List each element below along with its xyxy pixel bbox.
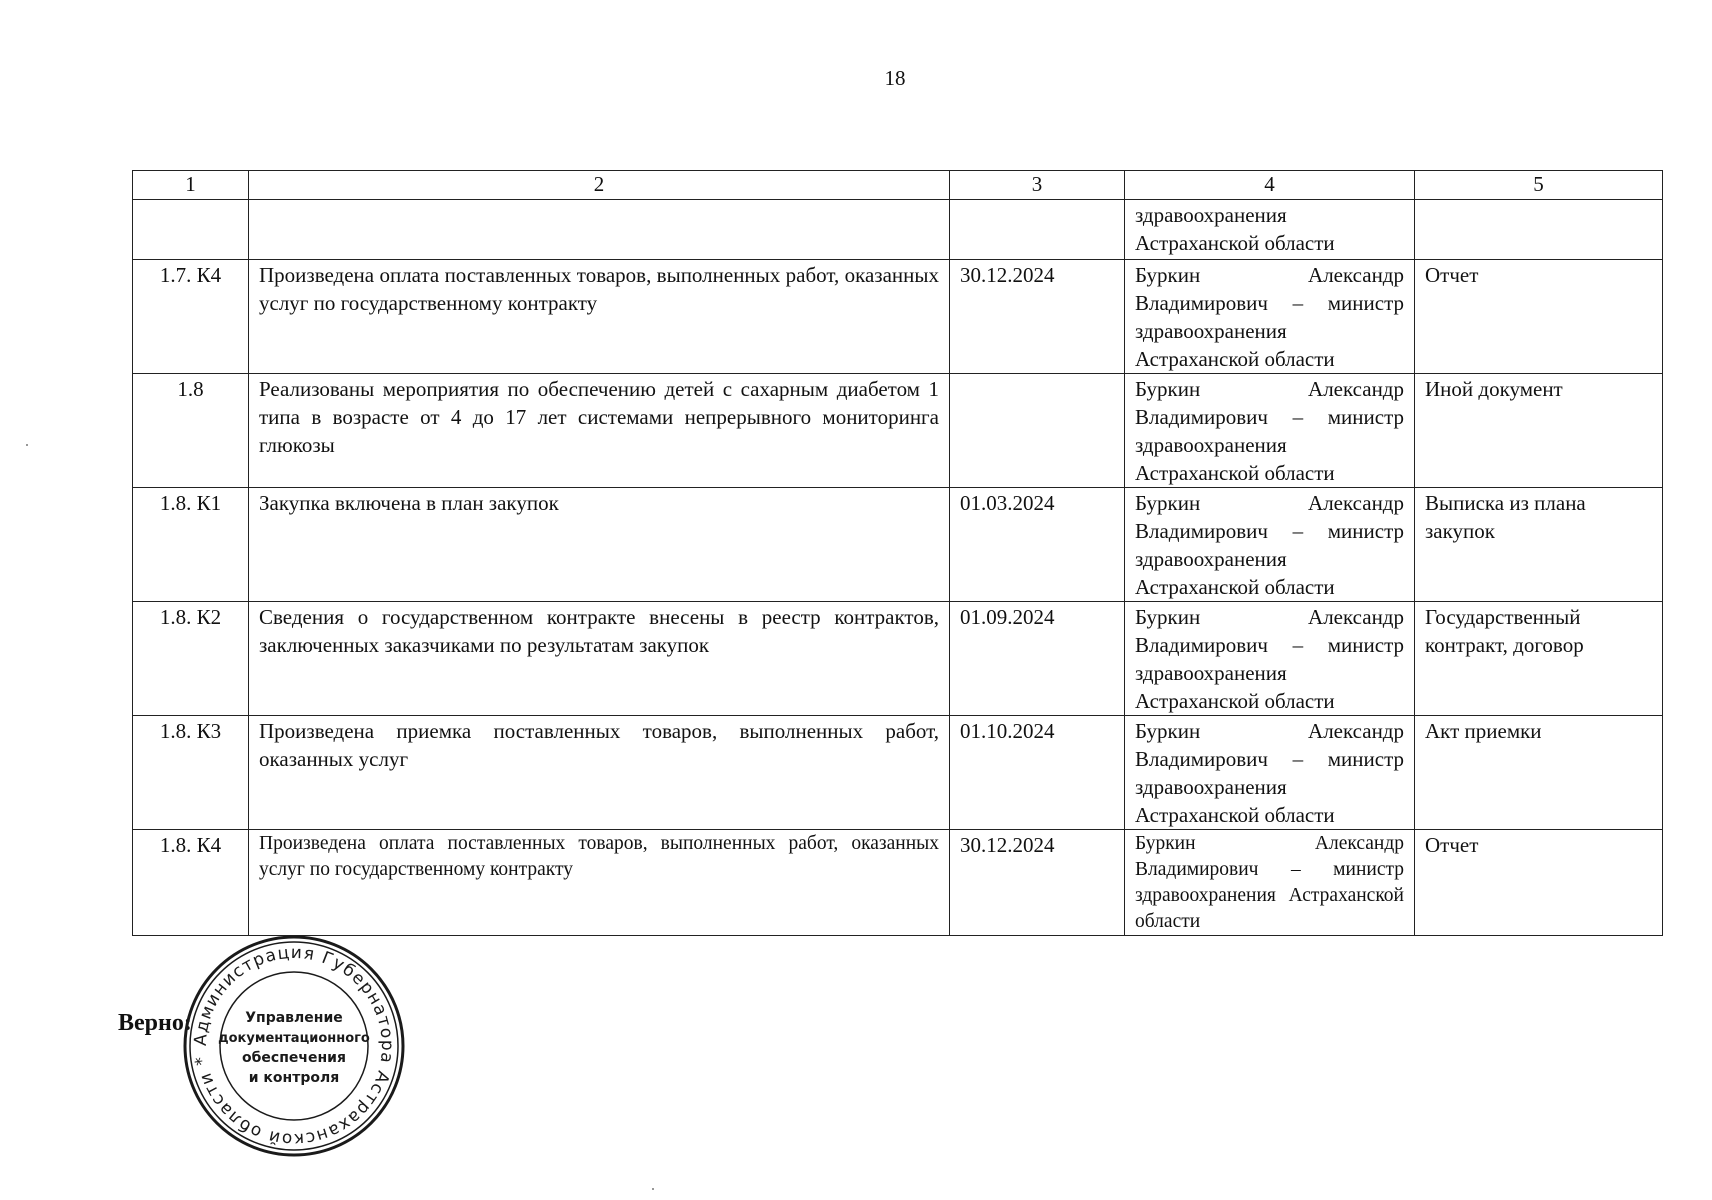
row-document: Акт приемки: [1415, 716, 1663, 830]
row-document: Государственный контракт, договор: [1415, 602, 1663, 716]
table-row: [133, 260, 1663, 374]
row-responsible: здравоохранения Астраханской области: [1125, 200, 1415, 260]
column-header-5: 5: [1415, 171, 1663, 200]
row-document: Отчет: [1415, 260, 1663, 374]
plan-table: [132, 170, 1663, 936]
row-responsible: Буркин Александр Владимирович – министр здравоохранения Астраханской области: [1125, 602, 1415, 716]
row-number: 1.8. К1: [133, 488, 249, 602]
row-document: Отчет: [1415, 830, 1663, 936]
row-responsible: Буркин Александр Владимирович – министр здравоохранения Астраханской области: [1125, 716, 1415, 830]
seal-inner-ring: [220, 972, 368, 1120]
row-date: 30.12.2024: [950, 830, 1125, 936]
row-result: Произведена оплата поставленных товаров, выполненных работ, оказанных услуг по государственному контракту: [249, 260, 950, 374]
row-responsible: Буркин Александр Владимирович – министр здравоохранения Астраханской области: [1125, 830, 1415, 936]
row-responsible: Буркин Александр Владимирович – министр здравоохранения Астраханской области: [1125, 488, 1415, 602]
row-document: Выписка из плана закупок: [1415, 488, 1663, 602]
row-number: 1.8. К4: [133, 830, 249, 936]
column-header-4: 4: [1125, 171, 1415, 200]
row-date: 01.03.2024: [950, 488, 1125, 602]
row-number: [133, 200, 249, 260]
row-date: [950, 200, 1125, 260]
column-header-3: 3: [950, 171, 1125, 200]
seal-outer-ring: [185, 937, 403, 1155]
scan-speck: [26, 444, 28, 446]
table-row: [133, 488, 1663, 602]
seal-inner-line-4: и контроля: [248, 1070, 340, 1086]
row-result: Сведения о государственном контракте внесены в реестр контрактов, заключенных заказчиками по результатам закупок: [249, 602, 950, 716]
row-result: [249, 200, 950, 260]
seal-inner-line-3: обеспечения: [242, 1050, 346, 1066]
row-result: Произведена приемка поставленных товаров, выполненных работ, оказанных услуг: [249, 716, 950, 830]
column-header-2: 2: [249, 171, 950, 200]
page-number: 18: [884, 66, 906, 90]
row-result: Реализованы мероприятия по обеспечению детей с сахарным диабетом 1 типа в возрасте от 4 до 17 лет системами непрерывного мониторинга глюкозы: [249, 374, 950, 488]
row-responsible: Буркин Александр Владимирович – министр здравоохранения Астраханской области: [1125, 260, 1415, 374]
scan-speck: [652, 1188, 654, 1190]
row-document: [1415, 200, 1663, 260]
table-row: [133, 716, 1663, 830]
row-responsible: Буркин Александр Владимирович – министр здравоохранения Астраханской области: [1125, 374, 1415, 488]
table-header-row: [133, 171, 1663, 200]
seal-outer-text: Администрация Губернатора Астраханской области *: [190, 942, 398, 1150]
row-date: 01.09.2024: [950, 602, 1125, 716]
official-seal-stamp: [180, 932, 408, 1160]
table-row: [133, 200, 1663, 260]
row-number: 1.8. К3: [133, 716, 249, 830]
table-row: [133, 830, 1663, 936]
seal-inner-line-1: Управление: [245, 1010, 343, 1026]
seal-inner-line-2: документационного: [218, 1031, 370, 1046]
row-number: 1.8. К2: [133, 602, 249, 716]
row-date: 01.10.2024: [950, 716, 1125, 830]
row-number: 1.7. К4: [133, 260, 249, 374]
table-row: [133, 374, 1663, 488]
row-result: Закупка включена в план закупок: [249, 488, 950, 602]
verno-label: Верно:: [118, 1010, 192, 1036]
column-header-1: 1: [133, 171, 249, 200]
row-document: Иной документ: [1415, 374, 1663, 488]
row-number: 1.8: [133, 374, 249, 488]
row-date: 30.12.2024: [950, 260, 1125, 374]
table-row: [133, 602, 1663, 716]
row-result: Произведена оплата поставленных товаров, выполненных работ, оказанных услуг по государственному контракту: [249, 830, 950, 936]
row-date: [950, 374, 1125, 488]
